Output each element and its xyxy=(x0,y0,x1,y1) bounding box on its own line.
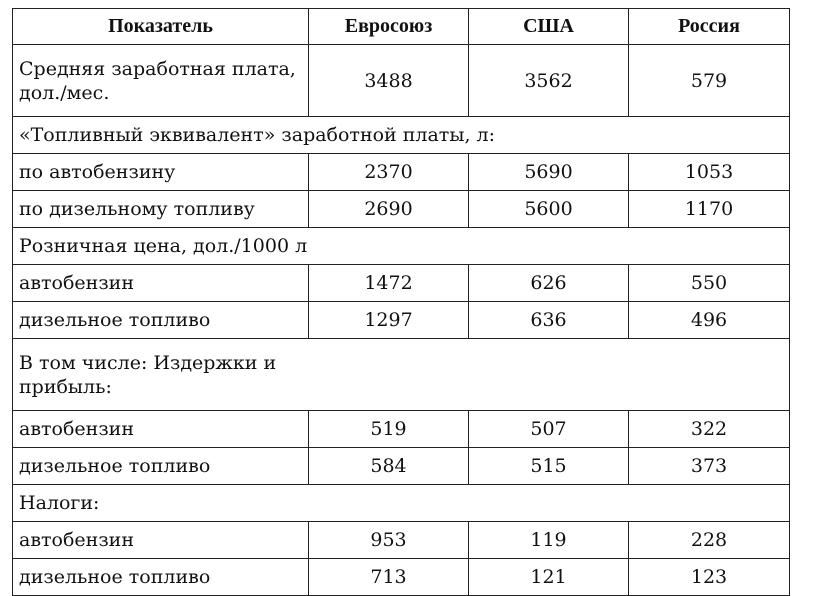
cell-eu: 3488 xyxy=(309,45,469,117)
section-label: Налоги: xyxy=(13,485,790,522)
cell-eu: 1297 xyxy=(309,302,469,339)
table-row xyxy=(13,522,790,559)
section-row xyxy=(13,339,790,411)
table-row xyxy=(13,411,790,448)
cell-russia: 373 xyxy=(629,448,790,485)
section-label: Розничная цена, дол./1000 л xyxy=(13,228,790,265)
table-row xyxy=(13,559,790,596)
header-russia: Россия xyxy=(629,9,790,45)
table-row xyxy=(13,45,790,117)
row-label: по автобензину xyxy=(13,154,309,191)
cell-usa: 3562 xyxy=(469,45,629,117)
cell-eu: 713 xyxy=(309,559,469,596)
table-row xyxy=(13,302,790,339)
section-label xyxy=(13,339,790,411)
table-row xyxy=(13,265,790,302)
row-label: дизельное топливо xyxy=(13,302,309,339)
cell-eu: 2690 xyxy=(309,191,469,228)
row-label: автобензин xyxy=(13,411,309,448)
section-row xyxy=(13,485,790,522)
cell-usa: 636 xyxy=(469,302,629,339)
fuel-comparison-table xyxy=(12,8,790,596)
cell-usa: 119 xyxy=(469,522,629,559)
row-label: дизельное топливо xyxy=(13,559,309,596)
table-row xyxy=(13,191,790,228)
cell-usa: 626 xyxy=(469,265,629,302)
cell-russia: 1053 xyxy=(629,154,790,191)
cell-russia: 322 xyxy=(629,411,790,448)
cell-usa: 5690 xyxy=(469,154,629,191)
row-label: по дизельному топливу xyxy=(13,191,309,228)
cell-usa: 5600 xyxy=(469,191,629,228)
header-row xyxy=(13,9,790,45)
table-row xyxy=(13,448,790,485)
header-usa: США xyxy=(469,9,629,45)
header-eu: Евросоюз xyxy=(309,9,469,45)
section-row xyxy=(13,228,790,265)
cell-russia: 1170 xyxy=(629,191,790,228)
cell-usa: 121 xyxy=(469,559,629,596)
row-label: автобензин xyxy=(13,265,309,302)
cell-usa: 515 xyxy=(469,448,629,485)
cell-eu: 584 xyxy=(309,448,469,485)
header-indicator: Показатель xyxy=(13,9,309,45)
cell-eu: 519 xyxy=(309,411,469,448)
cell-russia: 550 xyxy=(629,265,790,302)
cell-russia: 123 xyxy=(629,559,790,596)
row-label: Средняя заработная плата, дол./мес. xyxy=(13,45,309,117)
section-label: «Топливный эквивалент» заработной платы, л: xyxy=(13,117,790,154)
section-row xyxy=(13,117,790,154)
cell-russia: 496 xyxy=(629,302,790,339)
cell-eu: 1472 xyxy=(309,265,469,302)
row-label: автобензин xyxy=(13,522,309,559)
cell-russia: 228 xyxy=(629,522,790,559)
row-label: дизельное топливо xyxy=(13,448,309,485)
cell-russia: 579 xyxy=(629,45,790,117)
section-label-text: В том числе: Издержки и прибыль: xyxy=(19,351,277,398)
table-row xyxy=(13,154,790,191)
cell-usa: 507 xyxy=(469,411,629,448)
cell-eu: 953 xyxy=(309,522,469,559)
cell-eu: 2370 xyxy=(309,154,469,191)
